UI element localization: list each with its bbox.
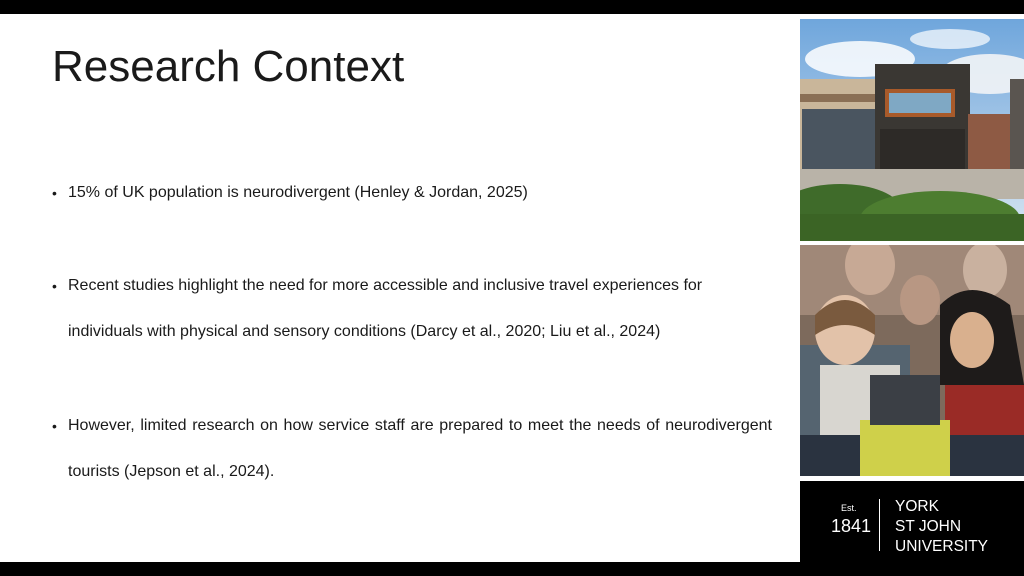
logo-name	[895, 497, 988, 557]
university-logo	[800, 481, 1024, 562]
slide-title: Research Context	[52, 42, 405, 91]
slide	[0, 14, 1024, 562]
bullet-dot: •	[52, 185, 57, 201]
logo-line: YORK	[895, 498, 939, 515]
bullet-text: However, limited research on how service staff are prepared to meet the needs of neurodivergent tourists (Jepson et al., 2024).	[68, 417, 772, 480]
bullet-text: 15% of UK population is neurodivergent (Henley & Jordan, 2025)	[68, 184, 528, 201]
campus-building-photo	[800, 19, 1024, 241]
students-photo	[800, 245, 1024, 476]
bullet-item	[52, 403, 772, 495]
logo-line: UNIVERSITY	[895, 538, 989, 555]
logo-year: 1841	[831, 516, 872, 536]
bullet-item	[52, 170, 772, 216]
bullet-text: Recent studies highlight the need for more accessible and inclusive travel experiences for individuals with physical and sensory conditions (Darcy et al., 2020; Liu et al., 2024)	[68, 277, 703, 340]
bullet-item	[52, 263, 772, 355]
logo-line: ST JOHN	[895, 518, 962, 535]
bullet-dot: •	[52, 418, 57, 434]
logo-est: Est.	[841, 503, 857, 513]
logo-divider	[879, 499, 880, 551]
bullet-dot: •	[52, 278, 57, 294]
